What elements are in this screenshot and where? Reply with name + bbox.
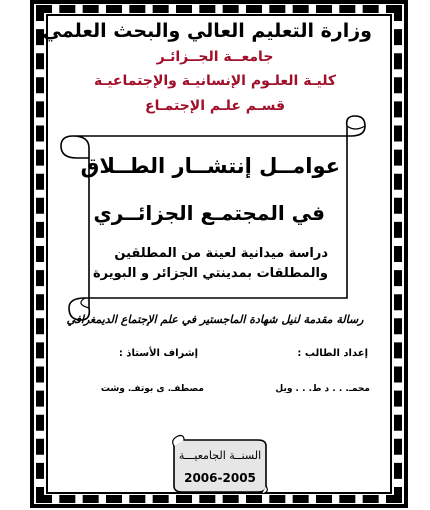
university-name: جامعــة الجــزائـر (156, 49, 274, 65)
department-name: قسـم علـم الإجتمـاع (145, 98, 285, 114)
supervisor-name: مصطفـ. ى بوتفـ. وشت (100, 384, 204, 394)
faculty-name: كليـة العلـوم الإنسانيـة والإجتماعيـة (93, 73, 337, 89)
student-label: إعداد الطالب : (297, 348, 368, 359)
academic-year-value: 2006-2005 (184, 471, 256, 485)
thesis-subtitle-line1: دراسة ميدانية لعينة من المطلقين (114, 246, 328, 261)
supervisor-label: إشراف الأستاذ : (118, 348, 198, 359)
thesis-title-line2: في المجتمـع الجزائــري (93, 201, 325, 225)
thesis-subtitle-line2: والمطلقات بمدينتي الجزائر و البويرة (93, 266, 328, 281)
ministry-heading: وزارة التعليم العالي والبحث العلمي (42, 20, 372, 42)
academic-year-label: السنــة الجامعيـــة (178, 449, 262, 462)
degree-statement: رسالة مقدمة لنيل شهادة الماجستير في علم الإجتماع الديمغرافي (66, 313, 364, 326)
thesis-title-line1: عوامــل إنتشــار الطــلاق (80, 154, 340, 178)
student-name: محمـ. . . د ط. . . ويل (275, 384, 370, 394)
